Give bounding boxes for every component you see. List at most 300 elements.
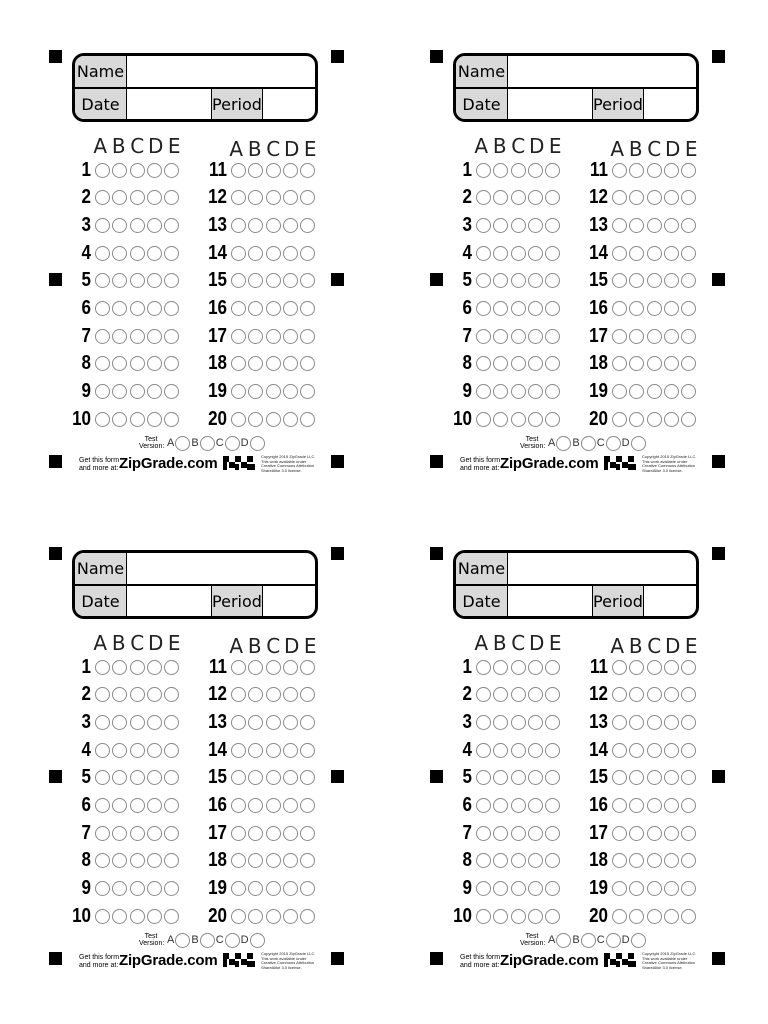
- answer-bubble[interactable]: [545, 715, 560, 730]
- answer-bubble[interactable]: [112, 190, 127, 205]
- answer-bubble[interactable]: [511, 273, 526, 288]
- answer-bubble[interactable]: [130, 881, 145, 896]
- answer-bubble[interactable]: [629, 273, 644, 288]
- answer-bubble[interactable]: [647, 798, 662, 813]
- answer-bubble[interactable]: [629, 798, 644, 813]
- answer-bubble[interactable]: [629, 715, 644, 730]
- answer-bubble[interactable]: [629, 218, 644, 233]
- answer-bubble[interactable]: [283, 853, 298, 868]
- date-period-row[interactable]: [75, 89, 315, 120]
- answer-bubble[interactable]: [629, 826, 644, 841]
- answer-bubble[interactable]: [130, 218, 145, 233]
- answer-bubble[interactable]: [164, 660, 179, 675]
- answer-bubble[interactable]: [545, 909, 560, 924]
- zipgrade-brand[interactable]: ZipGrade.com: [500, 455, 599, 472]
- answer-bubble[interactable]: [612, 301, 627, 316]
- answer-bubble[interactable]: [629, 356, 644, 371]
- answer-bubble[interactable]: [681, 770, 696, 785]
- version-bubble[interactable]: [225, 933, 240, 948]
- answer-bubble[interactable]: [300, 301, 315, 316]
- answer-bubble[interactable]: [612, 853, 627, 868]
- answer-bubble[interactable]: [545, 826, 560, 841]
- answer-bubble[interactable]: [664, 798, 679, 813]
- answer-bubble[interactable]: [528, 853, 543, 868]
- answer-bubble[interactable]: [283, 301, 298, 316]
- answer-bubble[interactable]: [476, 743, 491, 758]
- answer-bubble[interactable]: [681, 881, 696, 896]
- answer-bubble[interactable]: [647, 301, 662, 316]
- answer-bubble[interactable]: [283, 660, 298, 675]
- answer-bubble[interactable]: [164, 412, 179, 427]
- answer-bubble[interactable]: [493, 770, 508, 785]
- answer-bubble[interactable]: [147, 798, 162, 813]
- answer-bubble[interactable]: [545, 384, 560, 399]
- answer-bubble[interactable]: [664, 660, 679, 675]
- answer-bubble[interactable]: [545, 412, 560, 427]
- answer-bubble[interactable]: [283, 909, 298, 924]
- answer-bubble[interactable]: [248, 190, 263, 205]
- answer-bubble[interactable]: [545, 687, 560, 702]
- answer-bubble[interactable]: [612, 743, 627, 758]
- version-bubble[interactable]: [175, 933, 190, 948]
- answer-bubble[interactable]: [511, 881, 526, 896]
- version-bubble[interactable]: [200, 933, 215, 948]
- answer-bubble[interactable]: [612, 246, 627, 261]
- answer-bubble[interactable]: [545, 798, 560, 813]
- answer-bubble[interactable]: [629, 163, 644, 178]
- answer-bubble[interactable]: [283, 190, 298, 205]
- answer-bubble[interactable]: [493, 329, 508, 344]
- answer-bubble[interactable]: [511, 384, 526, 399]
- answer-bubble[interactable]: [266, 190, 281, 205]
- answer-bubble[interactable]: [300, 190, 315, 205]
- answer-bubble[interactable]: [266, 301, 281, 316]
- answer-bubble[interactable]: [164, 246, 179, 261]
- answer-bubble[interactable]: [130, 715, 145, 730]
- answer-bubble[interactable]: [300, 687, 315, 702]
- answer-bubble[interactable]: [95, 273, 110, 288]
- answer-bubble[interactable]: [476, 687, 491, 702]
- answer-bubble[interactable]: [248, 743, 263, 758]
- answer-bubble[interactable]: [664, 770, 679, 785]
- answer-bubble[interactable]: [528, 329, 543, 344]
- answer-bubble[interactable]: [493, 660, 508, 675]
- version-bubble[interactable]: [581, 933, 596, 948]
- version-bubble[interactable]: [250, 436, 265, 451]
- answer-bubble[interactable]: [112, 301, 127, 316]
- answer-bubble[interactable]: [545, 190, 560, 205]
- answer-bubble[interactable]: [681, 329, 696, 344]
- answer-bubble[interactable]: [511, 412, 526, 427]
- answer-bubble[interactable]: [647, 743, 662, 758]
- answer-bubble[interactable]: [164, 356, 179, 371]
- answer-bubble[interactable]: [647, 218, 662, 233]
- answer-bubble[interactable]: [130, 163, 145, 178]
- date-period-row[interactable]: [456, 586, 696, 617]
- answer-bubble[interactable]: [300, 715, 315, 730]
- answer-bubble[interactable]: [476, 715, 491, 730]
- answer-bubble[interactable]: [545, 329, 560, 344]
- answer-bubble[interactable]: [647, 273, 662, 288]
- answer-bubble[interactable]: [476, 273, 491, 288]
- answer-bubble[interactable]: [511, 743, 526, 758]
- answer-bubble[interactable]: [300, 660, 315, 675]
- answer-bubble[interactable]: [629, 853, 644, 868]
- answer-bubble[interactable]: [545, 163, 560, 178]
- answer-bubble[interactable]: [612, 356, 627, 371]
- answer-bubble[interactable]: [266, 356, 281, 371]
- answer-bubble[interactable]: [629, 301, 644, 316]
- answer-bubble[interactable]: [629, 246, 644, 261]
- answer-bubble[interactable]: [664, 163, 679, 178]
- answer-bubble[interactable]: [164, 743, 179, 758]
- answer-bubble[interactable]: [266, 743, 281, 758]
- answer-bubble[interactable]: [266, 384, 281, 399]
- version-bubble[interactable]: [581, 436, 596, 451]
- answer-bubble[interactable]: [493, 798, 508, 813]
- answer-bubble[interactable]: [681, 743, 696, 758]
- answer-bubble[interactable]: [528, 715, 543, 730]
- answer-bubble[interactable]: [681, 798, 696, 813]
- answer-bubble[interactable]: [95, 384, 110, 399]
- answer-bubble[interactable]: [112, 273, 127, 288]
- answer-bubble[interactable]: [647, 826, 662, 841]
- answer-bubble[interactable]: [528, 687, 543, 702]
- answer-bubble[interactable]: [112, 798, 127, 813]
- answer-bubble[interactable]: [283, 798, 298, 813]
- answer-bubble[interactable]: [266, 909, 281, 924]
- answer-bubble[interactable]: [300, 798, 315, 813]
- answer-bubble[interactable]: [266, 881, 281, 896]
- answer-bubble[interactable]: [612, 798, 627, 813]
- answer-bubble[interactable]: [681, 715, 696, 730]
- answer-bubble[interactable]: [300, 826, 315, 841]
- answer-bubble[interactable]: [664, 826, 679, 841]
- answer-bubble[interactable]: [283, 770, 298, 785]
- answer-bubble[interactable]: [647, 853, 662, 868]
- answer-bubble[interactable]: [528, 190, 543, 205]
- version-bubble[interactable]: [225, 436, 240, 451]
- answer-bubble[interactable]: [647, 770, 662, 785]
- answer-bubble[interactable]: [112, 826, 127, 841]
- name-row[interactable]: [456, 56, 696, 89]
- answer-bubble[interactable]: [629, 190, 644, 205]
- answer-bubble[interactable]: [612, 770, 627, 785]
- answer-bubble[interactable]: [283, 384, 298, 399]
- answer-bubble[interactable]: [511, 660, 526, 675]
- answer-bubble[interactable]: [283, 218, 298, 233]
- answer-bubble[interactable]: [112, 356, 127, 371]
- answer-bubble[interactable]: [112, 715, 127, 730]
- answer-bubble[interactable]: [266, 412, 281, 427]
- answer-bubble[interactable]: [528, 218, 543, 233]
- answer-bubble[interactable]: [248, 273, 263, 288]
- answer-bubble[interactable]: [283, 163, 298, 178]
- answer-bubble[interactable]: [511, 356, 526, 371]
- answer-bubble[interactable]: [231, 909, 246, 924]
- answer-bubble[interactable]: [164, 826, 179, 841]
- answer-bubble[interactable]: [147, 246, 162, 261]
- date-period-row[interactable]: [75, 586, 315, 617]
- answer-bubble[interactable]: [231, 715, 246, 730]
- answer-bubble[interactable]: [300, 909, 315, 924]
- answer-bubble[interactable]: [95, 909, 110, 924]
- answer-bubble[interactable]: [681, 273, 696, 288]
- answer-bubble[interactable]: [528, 163, 543, 178]
- answer-bubble[interactable]: [147, 660, 162, 675]
- answer-bubble[interactable]: [681, 826, 696, 841]
- answer-bubble[interactable]: [266, 660, 281, 675]
- answer-bubble[interactable]: [629, 660, 644, 675]
- answer-bubble[interactable]: [95, 301, 110, 316]
- answer-bubble[interactable]: [612, 687, 627, 702]
- answer-bubble[interactable]: [511, 301, 526, 316]
- answer-bubble[interactable]: [112, 384, 127, 399]
- answer-bubble[interactable]: [266, 770, 281, 785]
- answer-bubble[interactable]: [283, 687, 298, 702]
- answer-bubble[interactable]: [147, 687, 162, 702]
- answer-bubble[interactable]: [147, 190, 162, 205]
- answer-bubble[interactable]: [647, 687, 662, 702]
- answer-bubble[interactable]: [266, 329, 281, 344]
- answer-bubble[interactable]: [147, 163, 162, 178]
- answer-bubble[interactable]: [95, 798, 110, 813]
- answer-bubble[interactable]: [664, 384, 679, 399]
- answer-bubble[interactable]: [231, 301, 246, 316]
- answer-bubble[interactable]: [681, 246, 696, 261]
- name-row[interactable]: [75, 553, 315, 586]
- answer-bubble[interactable]: [231, 853, 246, 868]
- version-bubble[interactable]: [200, 436, 215, 451]
- answer-bubble[interactable]: [300, 770, 315, 785]
- answer-bubble[interactable]: [283, 246, 298, 261]
- answer-bubble[interactable]: [545, 853, 560, 868]
- answer-bubble[interactable]: [476, 329, 491, 344]
- answer-bubble[interactable]: [300, 384, 315, 399]
- answer-bubble[interactable]: [528, 881, 543, 896]
- answer-bubble[interactable]: [681, 190, 696, 205]
- answer-bubble[interactable]: [664, 190, 679, 205]
- answer-bubble[interactable]: [130, 190, 145, 205]
- answer-bubble[interactable]: [493, 687, 508, 702]
- answer-bubble[interactable]: [266, 218, 281, 233]
- answer-bubble[interactable]: [629, 329, 644, 344]
- answer-bubble[interactable]: [266, 715, 281, 730]
- answer-bubble[interactable]: [112, 660, 127, 675]
- answer-bubble[interactable]: [681, 218, 696, 233]
- answer-bubble[interactable]: [476, 770, 491, 785]
- answer-bubble[interactable]: [164, 798, 179, 813]
- version-bubble[interactable]: [631, 436, 646, 451]
- answer-bubble[interactable]: [164, 163, 179, 178]
- answer-bubble[interactable]: [147, 384, 162, 399]
- answer-bubble[interactable]: [231, 687, 246, 702]
- answer-bubble[interactable]: [545, 770, 560, 785]
- answer-bubble[interactable]: [545, 881, 560, 896]
- answer-bubble[interactable]: [231, 163, 246, 178]
- answer-bubble[interactable]: [147, 273, 162, 288]
- answer-bubble[interactable]: [681, 853, 696, 868]
- answer-bubble[interactable]: [231, 190, 246, 205]
- answer-bubble[interactable]: [231, 384, 246, 399]
- answer-bubble[interactable]: [248, 329, 263, 344]
- answer-bubble[interactable]: [493, 218, 508, 233]
- answer-bubble[interactable]: [248, 246, 263, 261]
- answer-bubble[interactable]: [681, 412, 696, 427]
- answer-bubble[interactable]: [130, 329, 145, 344]
- answer-bubble[interactable]: [681, 687, 696, 702]
- answer-bubble[interactable]: [511, 687, 526, 702]
- answer-bubble[interactable]: [664, 246, 679, 261]
- answer-bubble[interactable]: [95, 715, 110, 730]
- answer-bubble[interactable]: [612, 384, 627, 399]
- answer-bubble[interactable]: [528, 743, 543, 758]
- answer-bubble[interactable]: [476, 218, 491, 233]
- answer-bubble[interactable]: [528, 301, 543, 316]
- answer-bubble[interactable]: [528, 770, 543, 785]
- answer-bubble[interactable]: [612, 163, 627, 178]
- answer-bubble[interactable]: [629, 743, 644, 758]
- answer-bubble[interactable]: [612, 190, 627, 205]
- answer-bubble[interactable]: [300, 163, 315, 178]
- answer-bubble[interactable]: [545, 301, 560, 316]
- answer-bubble[interactable]: [266, 246, 281, 261]
- answer-bubble[interactable]: [493, 246, 508, 261]
- answer-bubble[interactable]: [476, 163, 491, 178]
- answer-bubble[interactable]: [528, 412, 543, 427]
- answer-bubble[interactable]: [164, 218, 179, 233]
- answer-bubble[interactable]: [493, 301, 508, 316]
- answer-bubble[interactable]: [629, 687, 644, 702]
- answer-bubble[interactable]: [164, 687, 179, 702]
- answer-bubble[interactable]: [528, 356, 543, 371]
- answer-bubble[interactable]: [130, 301, 145, 316]
- answer-bubble[interactable]: [147, 356, 162, 371]
- answer-bubble[interactable]: [130, 853, 145, 868]
- answer-bubble[interactable]: [164, 853, 179, 868]
- name-row[interactable]: [75, 56, 315, 89]
- answer-bubble[interactable]: [664, 853, 679, 868]
- answer-bubble[interactable]: [511, 329, 526, 344]
- answer-bubble[interactable]: [664, 301, 679, 316]
- answer-bubble[interactable]: [283, 329, 298, 344]
- answer-bubble[interactable]: [164, 770, 179, 785]
- answer-bubble[interactable]: [147, 909, 162, 924]
- answer-bubble[interactable]: [681, 660, 696, 675]
- answer-bubble[interactable]: [612, 715, 627, 730]
- version-bubble[interactable]: [556, 436, 571, 451]
- answer-bubble[interactable]: [681, 301, 696, 316]
- answer-bubble[interactable]: [476, 246, 491, 261]
- answer-bubble[interactable]: [248, 715, 263, 730]
- answer-bubble[interactable]: [476, 190, 491, 205]
- answer-bubble[interactable]: [511, 246, 526, 261]
- answer-bubble[interactable]: [95, 329, 110, 344]
- answer-bubble[interactable]: [231, 770, 246, 785]
- answer-bubble[interactable]: [130, 743, 145, 758]
- answer-bubble[interactable]: [300, 743, 315, 758]
- answer-bubble[interactable]: [164, 909, 179, 924]
- answer-bubble[interactable]: [95, 687, 110, 702]
- answer-bubble[interactable]: [528, 909, 543, 924]
- answer-bubble[interactable]: [664, 909, 679, 924]
- answer-bubble[interactable]: [647, 660, 662, 675]
- answer-bubble[interactable]: [95, 881, 110, 896]
- answer-bubble[interactable]: [95, 246, 110, 261]
- answer-bubble[interactable]: [629, 909, 644, 924]
- answer-bubble[interactable]: [681, 384, 696, 399]
- answer-bubble[interactable]: [231, 218, 246, 233]
- answer-bubble[interactable]: [493, 273, 508, 288]
- answer-bubble[interactable]: [647, 329, 662, 344]
- answer-bubble[interactable]: [612, 273, 627, 288]
- answer-bubble[interactable]: [545, 743, 560, 758]
- answer-bubble[interactable]: [248, 770, 263, 785]
- answer-bubble[interactable]: [528, 273, 543, 288]
- answer-bubble[interactable]: [528, 660, 543, 675]
- answer-bubble[interactable]: [300, 881, 315, 896]
- answer-bubble[interactable]: [476, 826, 491, 841]
- answer-bubble[interactable]: [300, 218, 315, 233]
- answer-bubble[interactable]: [283, 881, 298, 896]
- answer-bubble[interactable]: [528, 798, 543, 813]
- answer-bubble[interactable]: [130, 246, 145, 261]
- answer-bubble[interactable]: [511, 798, 526, 813]
- answer-bubble[interactable]: [164, 273, 179, 288]
- answer-bubble[interactable]: [266, 798, 281, 813]
- answer-bubble[interactable]: [612, 329, 627, 344]
- answer-bubble[interactable]: [647, 190, 662, 205]
- answer-bubble[interactable]: [612, 412, 627, 427]
- answer-bubble[interactable]: [647, 715, 662, 730]
- answer-bubble[interactable]: [545, 273, 560, 288]
- answer-bubble[interactable]: [248, 909, 263, 924]
- answer-bubble[interactable]: [95, 356, 110, 371]
- answer-bubble[interactable]: [511, 770, 526, 785]
- answer-bubble[interactable]: [681, 163, 696, 178]
- answer-bubble[interactable]: [493, 743, 508, 758]
- answer-bubble[interactable]: [545, 246, 560, 261]
- answer-bubble[interactable]: [612, 660, 627, 675]
- version-bubble[interactable]: [606, 933, 621, 948]
- version-bubble[interactable]: [606, 436, 621, 451]
- answer-bubble[interactable]: [647, 909, 662, 924]
- answer-bubble[interactable]: [231, 412, 246, 427]
- answer-bubble[interactable]: [300, 853, 315, 868]
- answer-bubble[interactable]: [231, 826, 246, 841]
- answer-bubble[interactable]: [231, 881, 246, 896]
- answer-bubble[interactable]: [493, 384, 508, 399]
- answer-bubble[interactable]: [493, 190, 508, 205]
- answer-bubble[interactable]: [664, 881, 679, 896]
- answer-bubble[interactable]: [95, 190, 110, 205]
- answer-bubble[interactable]: [476, 412, 491, 427]
- zipgrade-brand[interactable]: ZipGrade.com: [500, 952, 599, 969]
- date-period-row[interactable]: [456, 89, 696, 120]
- answer-bubble[interactable]: [476, 356, 491, 371]
- answer-bubble[interactable]: [248, 163, 263, 178]
- answer-bubble[interactable]: [476, 384, 491, 399]
- answer-bubble[interactable]: [248, 356, 263, 371]
- answer-bubble[interactable]: [664, 329, 679, 344]
- answer-bubble[interactable]: [95, 412, 110, 427]
- answer-bubble[interactable]: [511, 853, 526, 868]
- answer-bubble[interactable]: [647, 356, 662, 371]
- answer-bubble[interactable]: [147, 770, 162, 785]
- answer-bubble[interactable]: [147, 853, 162, 868]
- answer-bubble[interactable]: [147, 412, 162, 427]
- answer-bubble[interactable]: [112, 687, 127, 702]
